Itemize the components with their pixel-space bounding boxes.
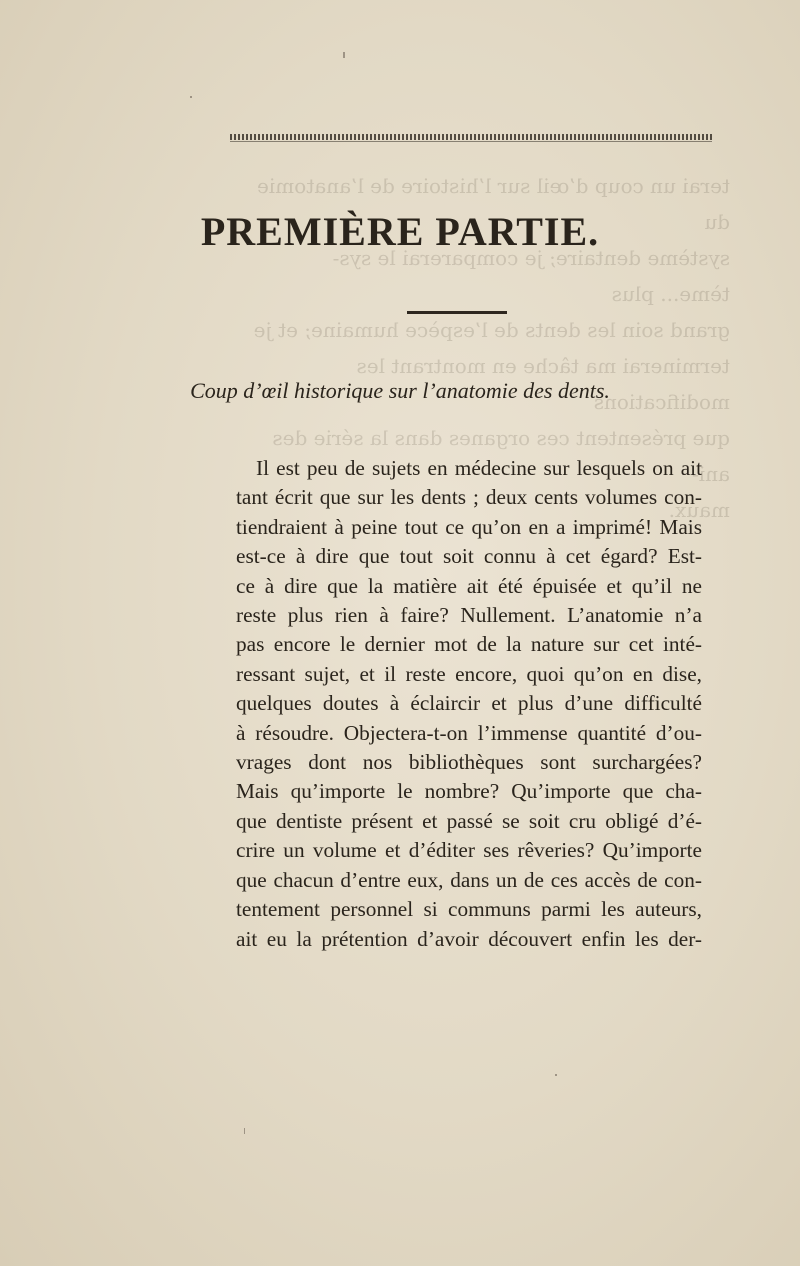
- text-line: quelques doutes à éclaircir et plus d’une difficulté: [236, 691, 702, 716]
- text-line: pas encore le dernier mot de la nature sur cet inté-: [236, 632, 702, 657]
- show-through-line: système dentaire; je comparerai le sys-: [332, 246, 730, 270]
- paper-speck: [190, 96, 192, 98]
- show-through-line: que présentent ces organes dans la série des ani-: [272, 426, 730, 486]
- text-line: tant écrit que sur les dents ; deux cents volumes con-: [236, 485, 702, 510]
- body-paragraph: [236, 454, 702, 954]
- text-line: ait eu la prétention d’avoir découvert enfin les der-: [236, 926, 702, 951]
- part-title: PREMIÈRE PARTIE.: [200, 209, 600, 254]
- show-through-line: tème... plus: [611, 282, 730, 306]
- show-through-line: maux.: [668, 498, 730, 522]
- text-line: que dentiste présent et passé se soit cru obligé d’é-: [236, 808, 702, 833]
- text-line: ce à dire que la matière ait été épuisée et qu’il ne: [236, 573, 702, 598]
- decorative-top-rule: [230, 134, 712, 140]
- text-line: à résoudre. Objectera-t-on l’immense quantité d’ou-: [236, 720, 702, 745]
- show-through-line: terai un coup d’œil sur l’histoire de l’anatomie du: [257, 174, 730, 234]
- chapter-subtitle: Coup d’œil historique sur l’anatomie des dents.: [190, 378, 610, 403]
- text-line: ressant sujet, et il reste encore, quoi qu’on en dise,: [236, 661, 702, 686]
- text-line: tentement personnel si communs parmi les auteurs,: [236, 897, 702, 922]
- text-line: Il est peu de sujets en médecine sur lesquels on ait: [256, 456, 702, 480]
- text-line: tiendraient à peine tout ce qu’on en a imprimé! Mais: [236, 514, 702, 539]
- title-divider: [407, 311, 507, 314]
- paper-speck: [343, 52, 345, 58]
- paper-speck: [244, 1128, 245, 1134]
- text-line: est-ce à dire que tout soit connu à cet égard? Est-: [236, 544, 702, 569]
- paper-speck: [555, 1074, 557, 1076]
- text-line: vrages dont nos bibliothèques sont surchargées?: [236, 750, 702, 775]
- decorative-top-rule-line: [230, 141, 712, 142]
- text-line: reste plus rien à faire? Nullement. L’anatomie n’a: [236, 603, 702, 628]
- show-through-line: terminerai ma tâche en montrant les modifications: [356, 354, 730, 414]
- show-through-line: grand soin les dents de l’espèce humaine; et je: [253, 318, 730, 342]
- text-line: que chacun d’entre eux, dans un de ces accès de con-: [236, 867, 702, 892]
- text-line: crire un volume et d’éditer ses rêveries? Qu’importe: [236, 838, 702, 863]
- text-line: Mais qu’importe le nombre? Qu’importe que cha-: [236, 779, 702, 804]
